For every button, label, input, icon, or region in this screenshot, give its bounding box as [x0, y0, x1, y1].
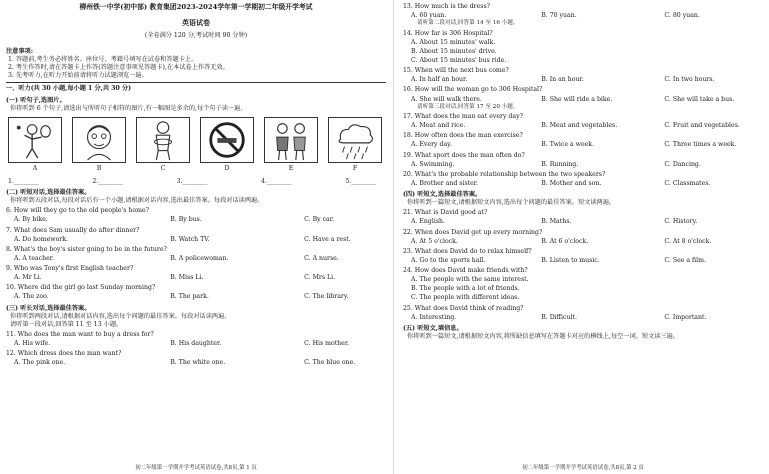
- option-a: A. The zoo.: [14, 293, 49, 301]
- options: [411, 76, 763, 83]
- option-a: A. A teacher.: [14, 254, 55, 262]
- options: [411, 141, 763, 148]
- option-a: A. English.: [411, 218, 445, 226]
- question-9: [6, 265, 386, 281]
- option-b: B. Watch TV.: [170, 235, 210, 243]
- options: [14, 293, 386, 300]
- options: [411, 12, 763, 19]
- picture-label: F: [352, 164, 358, 172]
- question-text: 20. What's the probable relationship between the two speakers?: [403, 170, 606, 178]
- question-25: [403, 305, 763, 321]
- two-people-icon: [264, 117, 318, 163]
- question-7: [6, 227, 386, 243]
- option-c: C. 80 yuan.: [664, 12, 700, 20]
- option-b: B. Miss Li.: [170, 274, 204, 282]
- option-c: C. Classmates.: [664, 179, 711, 187]
- option-a: A. Go to the sports hall.: [411, 256, 486, 264]
- option-a: A. She will walk there.: [411, 95, 482, 103]
- option-c: C. Mrs Li.: [304, 274, 336, 282]
- option-a: A. About 15 minutes' walk.: [411, 38, 496, 46]
- option-b: B. 70 yuan.: [541, 12, 577, 20]
- question-text: 14. How far is 306 Hospital?: [403, 29, 493, 37]
- question-text: 9. Who was Tony's first English teacher?: [6, 265, 134, 273]
- option-b: B. Difficult.: [541, 313, 577, 321]
- picture-label: C: [160, 164, 166, 172]
- question-21: [403, 209, 763, 225]
- picture-b: [72, 117, 126, 172]
- picture-a: [8, 117, 62, 172]
- section-instruction: 你将听到五段对话,每段对话后有一个小题,请根据对话内容,选出最佳答案。每段对话读两遍。: [10, 197, 264, 205]
- option-b: B. The park.: [170, 293, 209, 301]
- options: [14, 340, 386, 347]
- option-c: C. Fruit and vegetables.: [664, 122, 740, 130]
- option-b: B. Meat and vegetables.: [541, 122, 618, 130]
- option-c: C. She will take a bus.: [664, 95, 735, 103]
- option-b: B. A policewoman.: [170, 254, 229, 262]
- option-b: B. The white one.: [170, 359, 226, 367]
- options: [411, 238, 763, 245]
- rain-cloud-icon: [328, 117, 382, 163]
- option-c: C. His mother.: [304, 340, 350, 348]
- question-14: [403, 30, 763, 65]
- section-heading: (三) 听长对话,选择最佳答案。: [6, 304, 91, 312]
- blank-5: 5.________: [345, 177, 376, 185]
- picture-d: [200, 117, 254, 172]
- question-text: 12. Which dress does the man want?: [6, 350, 122, 358]
- question-23: [403, 248, 763, 264]
- option-c: C. The blue one.: [304, 359, 356, 367]
- person-with-bowl-icon: [136, 117, 190, 163]
- question-12: [6, 350, 386, 366]
- option-a: A. In half an hour.: [411, 76, 468, 84]
- page-footer: 初二年级第一学期开学考试英语试卷,共8页,第 2 页: [522, 464, 644, 471]
- option-c: C. Have a rest.: [304, 235, 351, 243]
- section-instruction: 你将听到一篇短文,请根据短文内容,选出每个问题的最佳答案。短文读两遍。: [407, 199, 616, 207]
- options: [411, 122, 763, 129]
- option-b: B. The people with a lot of friends.: [411, 285, 520, 293]
- section-heading: (四) 听短文,选择最佳答案。: [403, 191, 482, 199]
- question-text: 21. What is David good at?: [403, 209, 488, 217]
- question-text: 15. When will the next bus come?: [403, 67, 509, 75]
- option-a: A. By bike.: [14, 216, 48, 224]
- note-item: 3. 先考听力,在听力开始前请将听力试题浏览一遍。: [8, 72, 148, 80]
- divider-line: [6, 82, 386, 83]
- note-item: 2. 考生作答时,请在答题卡上作答(答题注意事项见答题卡),在本试卷上作答无效。: [8, 64, 229, 72]
- option-c: C. The people with different ideas.: [411, 294, 520, 302]
- section-heading: (二) 听短对话,选择最佳答案。: [6, 189, 91, 197]
- options: [411, 96, 763, 103]
- option-c: C. By car.: [304, 216, 334, 224]
- question-22: [403, 229, 763, 245]
- blank-1: 1.________: [8, 177, 39, 185]
- question-text: 13. How much is the dress?: [403, 3, 490, 10]
- question-text: 22. When does David get up every morning?: [403, 228, 543, 236]
- option-b: B. Mother and son.: [541, 179, 602, 187]
- notes-title: 注意事项:: [6, 47, 34, 55]
- picture-label: D: [224, 164, 230, 172]
- option-c: C. At 8 o'clock.: [664, 237, 712, 245]
- option-c: C. History.: [664, 218, 698, 226]
- blank-4: 4.________: [260, 177, 292, 185]
- options: [14, 359, 386, 366]
- option-c: C. In two hours.: [664, 76, 715, 84]
- question-text: 23. What does David do to relax himself?: [403, 247, 532, 255]
- question-text: 8. What's the boy's sister going to be in the future?: [6, 245, 167, 253]
- option-a: A. At 5 o'clock.: [411, 237, 458, 245]
- part-heading: 一、听力(共 30 小题,每小题 1 分,共 30 分): [6, 85, 132, 93]
- option-c: C. Dancing.: [664, 160, 701, 168]
- option-b: B. At 6 o'clock.: [541, 237, 589, 245]
- picture-row: [8, 117, 382, 172]
- option-b: B. By bus.: [170, 216, 202, 224]
- option-b: B. Maths.: [541, 218, 572, 226]
- old-man-icon: [72, 117, 126, 163]
- question-text: 19. What sport does the man often do?: [403, 151, 525, 159]
- question-text: 10. Where did the girl go last Sunday morning?: [6, 284, 156, 292]
- dialogue-hint: 请听第三段对话,回答第 17 至 20 小题。: [417, 103, 519, 110]
- option-b: B. About 15 minutes' drive.: [411, 47, 497, 55]
- question-6: [6, 207, 386, 223]
- option-a: A. The pink one.: [14, 359, 66, 367]
- options: [411, 180, 763, 187]
- option-a: A. Meat and rice.: [411, 122, 466, 130]
- picture-f: [328, 117, 382, 172]
- option-b: B. She will ride a bike.: [541, 95, 613, 103]
- section-heading: (五) 听短文,填信息。: [403, 324, 463, 332]
- option-a: A. Do homework.: [14, 235, 68, 243]
- question-8: [6, 246, 386, 262]
- option-b: B. Running.: [541, 160, 579, 168]
- exam-subtitle: 英语试卷: [182, 17, 210, 27]
- question-text: 24. How does David make friends with?: [403, 267, 528, 275]
- question-text: 25. What does David think of reading?: [403, 304, 524, 312]
- picture-e: [264, 117, 318, 172]
- question-15: [403, 67, 763, 83]
- question-text: 17. What does the man eat every day?: [403, 113, 523, 121]
- picture-label: B: [96, 164, 102, 172]
- option-b: B. In an hour.: [541, 76, 584, 84]
- options: [411, 257, 763, 264]
- option-a: A. His wife.: [14, 340, 51, 348]
- picture-label: A: [32, 164, 38, 172]
- question-16: [403, 86, 763, 102]
- question-text: 16. How will the woman go to 306 Hospital?: [403, 86, 543, 94]
- answer-blanks: [8, 178, 376, 185]
- blank-2: 2.________: [92, 177, 123, 185]
- question-text: 18. How often does the man exercise?: [403, 132, 523, 140]
- no-smoking-icon: [200, 117, 254, 163]
- tennis-player-icon: [8, 117, 62, 163]
- note-item: 1. 答题前,考生务必将姓名、座位号、考籍号填写在试卷和答题卡上。: [8, 56, 198, 64]
- page-footer: 初二年级第一学期开学考试英语试卷,共8页,第 1 页: [135, 464, 257, 471]
- options: [14, 236, 386, 243]
- options: [411, 161, 763, 168]
- question-24: [403, 267, 763, 302]
- picture-c: [136, 117, 190, 172]
- option-b: B. Listen to music.: [541, 256, 600, 264]
- option-c: C. See a film.: [664, 256, 706, 264]
- question-17: [403, 113, 763, 129]
- option-a: A. The people with the same interest.: [411, 276, 529, 284]
- section-subinstruction: 请听第一段对话,回答第 11 至 13 小题。: [10, 320, 123, 328]
- section-heading: (一) 听句子,选图片。: [6, 96, 66, 104]
- question-18: [403, 132, 763, 148]
- exam-meta: (全卷满分 120 分,考试时间 90 分钟): [144, 31, 248, 39]
- question-text: 6. How will they go to the old people's home?: [6, 207, 149, 215]
- question-19: [403, 152, 763, 168]
- section-instruction: 你将听到 6 个句子,请选出与所听句子相符的图片,有一幅图是多余的,每个句子读一遍。: [10, 104, 247, 112]
- question-10: [6, 284, 386, 300]
- picture-label: E: [288, 164, 294, 172]
- option-c: C. About 15 minutes' bus ride.: [411, 57, 507, 65]
- option-c: C. Important.: [664, 313, 707, 321]
- option-c: C. The library.: [304, 293, 349, 301]
- question-13: [403, 3, 763, 19]
- option-a: A. Interesting.: [411, 313, 457, 321]
- option-a: A. 60 yuan.: [411, 12, 447, 20]
- exam-title: 柳州铁一中学(初中部) 教育集团2023-2024学年第一学期初二年级开学考试: [79, 3, 313, 11]
- section-instruction: 你将听到一篇短文,请根据短文内容,将所缺信息填写在答题卡对应的横线上,每空一词。短文读三遍。: [407, 332, 679, 340]
- dialogue-hint: 请听第二段对话,回答第 14 至 16 小题。: [417, 20, 519, 27]
- blank-3: 3.________: [176, 177, 208, 185]
- question-text: 7. What does Sam usually do after dinner?: [6, 226, 140, 234]
- question-11: [6, 331, 386, 347]
- page-right: [397, 0, 769, 474]
- question-text: 11. Who does the man want to buy a dress for?: [6, 330, 154, 338]
- option-c: C. A nurse.: [304, 254, 339, 262]
- option-b: B. Twice a week.: [541, 141, 594, 149]
- option-a: A. Mr Li.: [14, 274, 42, 282]
- section-instruction: 你将听到两段对话,请根据对话内容,选出每个问题的最佳答案。每段对话读两遍。: [10, 312, 231, 320]
- option-a: A. Every day.: [411, 141, 452, 149]
- options: [14, 216, 386, 223]
- page-divider: [393, 0, 394, 474]
- option-b: B. His daughter.: [170, 340, 222, 348]
- options: [411, 218, 763, 225]
- option-a: A. Brother and sister.: [411, 179, 479, 187]
- option-a: A. Swimming.: [411, 160, 455, 168]
- question-20: [403, 171, 763, 187]
- options: [411, 314, 763, 321]
- options: [14, 274, 386, 281]
- options: [14, 255, 386, 262]
- option-c: C. Three times a week.: [664, 141, 737, 149]
